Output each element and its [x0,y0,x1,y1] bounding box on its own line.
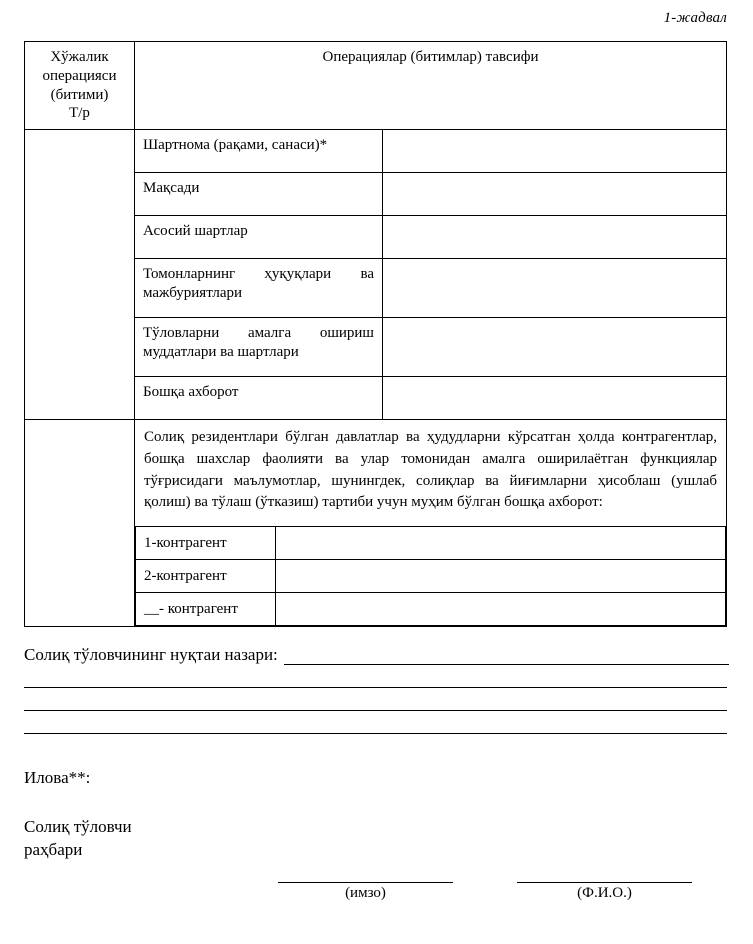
rownum-cell-block-1 [25,130,135,420]
row-value-rights-duties[interactable] [383,259,727,318]
row-label-purpose: Мақсади [135,173,383,216]
row-label-other-info: Бошқа ахборот [135,377,383,420]
rownum-cell-block-2 [25,420,135,627]
row-value-other-info[interactable] [383,377,727,420]
fio-line[interactable] [517,868,692,883]
operations-table [24,41,727,627]
table-label: 1-жадвал [663,10,727,26]
counterparty-row [136,527,726,560]
row-label-contract: Шартнома (рақами, санаси)* [135,130,383,173]
table-row-counterparties [25,420,727,627]
counterparty-n-value[interactable] [276,593,726,626]
header-line-4: Т/р [69,105,90,122]
signer-title [24,816,729,862]
header-line-2: операцияси [42,67,117,84]
annex-label: Илова**: [24,768,91,787]
signature-area [24,868,729,902]
header-cell-description: Операциялар (битимлар) тавсифи [135,42,727,130]
counterparties-cell [135,420,727,627]
counterparties-paragraph: Солиқ резидентлари бўлган давлатлар ва ҳудудларни кўрсатган ҳолда контрагентлар, бошқа шахслар фаолияти ва улар томонидан амалга оширилаётган функциялар тўғрисидаги маълумотлар, шунингдек, солиқлар ва йиғимларни ҳисоблаш (ушлаб қолиш) ва тўлаш (ўтказиш) тартиби учун муҳим бўлган бошқа ахборот: [144,429,717,511]
table-row [25,130,727,173]
taxpayer-opinion-section [24,645,729,734]
fio-caption: (Ф.И.О.) [577,884,632,901]
header-line-3: (битими) [50,86,109,103]
row-value-payment-terms[interactable] [383,318,727,377]
opinion-write-line-3[interactable] [24,688,727,711]
row-label-payment-terms: Тўловларни амалга ошириш муддатлари ва шартлари [135,318,383,377]
row-value-purpose[interactable] [383,173,727,216]
row-value-contract[interactable] [383,130,727,173]
opinion-first-row [24,645,729,665]
row-value-main-terms[interactable] [383,216,727,259]
fio-slot [517,868,692,902]
counterparty-1-label: 1-контрагент [136,527,276,560]
opinion-write-line-1[interactable] [284,649,729,665]
counterparty-1-value[interactable] [276,527,726,560]
counterparties-table [135,526,726,626]
signer-title-line-2: раҳбари [24,839,83,859]
row-label-main-terms: Асосий шартлар [135,216,383,259]
signature-caption: (имзо) [345,884,386,901]
signer-title-line-1: Солиқ тўловчи [24,817,132,836]
opinion-write-line-4[interactable] [24,711,727,734]
counterparty-2-label: 2-контрагент [136,560,276,593]
counterparty-n-label: __- контрагент [136,593,276,626]
opinion-label: Солиқ тўловчининг нуқтаи назари: [24,645,278,664]
counterparty-row [136,560,726,593]
table-header-row [25,42,727,130]
signature-line[interactable] [278,868,453,883]
header-line-1: Хўжалик [50,49,109,65]
opinion-write-line-2[interactable] [24,665,727,688]
counterparty-row [136,593,726,626]
counterparty-2-value[interactable] [276,560,726,593]
signature-slot [278,868,453,902]
row-label-rights-duties: Томонларнинг ҳуқуқлари ва мажбуриятлари [135,259,383,318]
header-cell-rownum [25,42,135,130]
